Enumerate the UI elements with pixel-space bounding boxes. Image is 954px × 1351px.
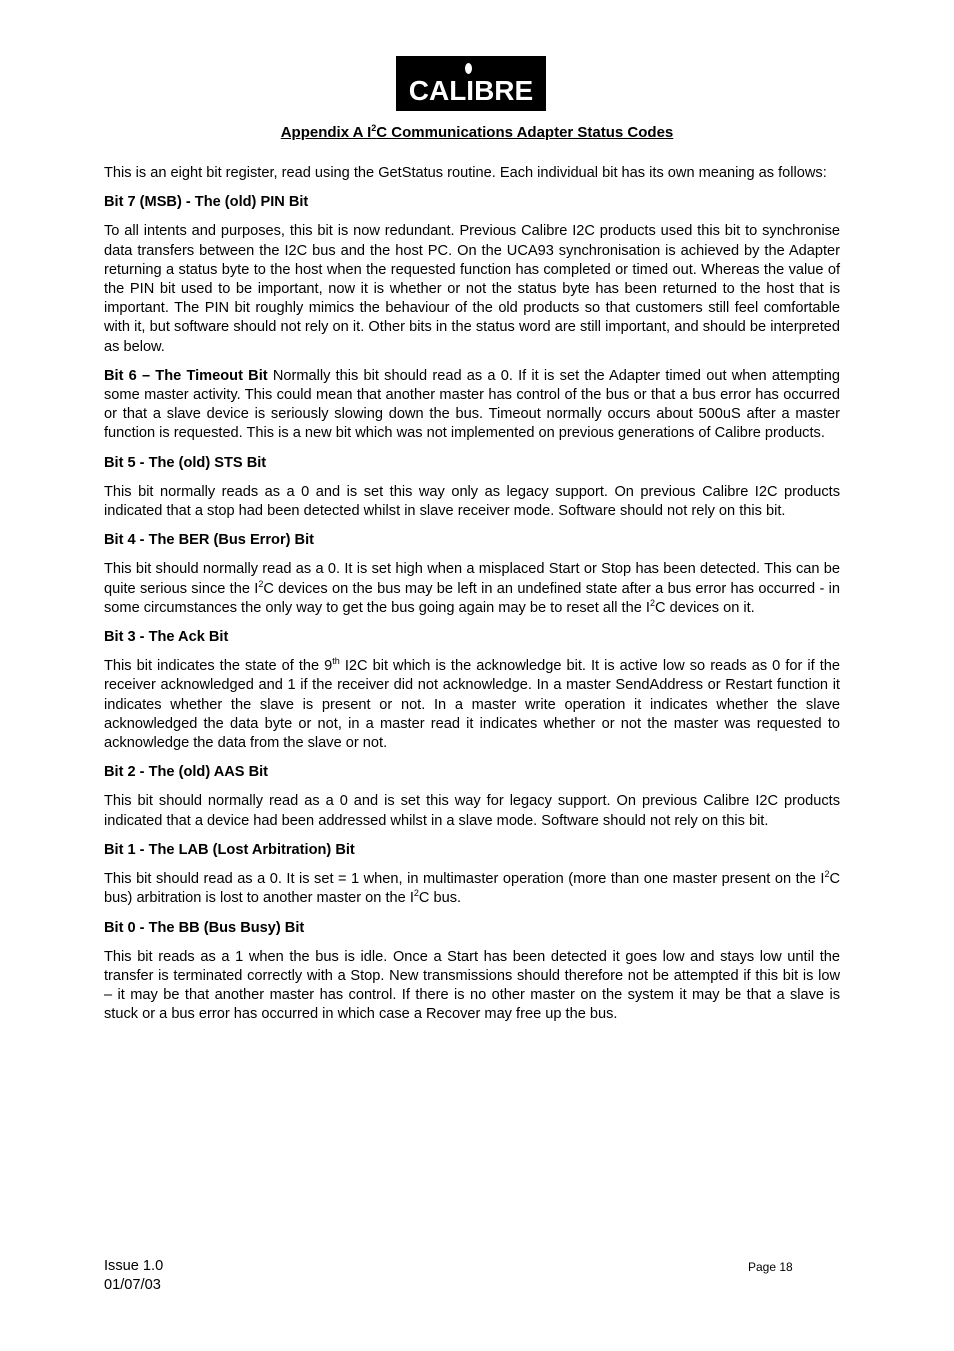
bit4-text-2: C devices on the bus may be left in an undefined state after a bus error has occurred - in some circumstances the only way to get the bus going again may be to reset all the I xyxy=(104,580,840,616)
bit1-sup-1: 2 xyxy=(824,869,830,880)
bit3-text-2: I2C bit which is the acknowledge bit. It is active low so reads as 0 for if the receiver acknowledged and 1 if the receiver did not acknowledge. In a master SendAddress or Restart function it indicates whether the slave is present or not. In a master write operation it indicates whether the slave acknowledged the data byte or not, in a master read it indicates whether or not the master was requested to acknowledge the data from the slave or not. xyxy=(104,658,840,752)
bit4-text-1: This bit should normally read as a 0. It is set high when a misplaced Start or Stop has been detected. This can be quite serious since the I xyxy=(104,561,840,597)
bit5-paragraph: This bit normally reads as a 0 and is set this way only as legacy support. On previous Calibre I2C products indicated that a stop had been detected whilst in slave receiver mode. Software should not rely on this bit. xyxy=(104,483,840,520)
intro-paragraph: This is an eight bit register, read using the GetStatus routine. Each individual bit has its own meaning as follows: xyxy=(104,165,827,181)
bit4-text-3: C devices on it. xyxy=(654,599,755,616)
bit7-paragraph: To all intents and purposes, this bit is now redundant. Previous Calibre I2C products used this bit to synchronise data transfers between the I2C bus and the host PC. On the UCA93 synchronisation is achieved by the Adapter returning a status byte to the host when the requested function has completed or timed out. Whereas the value of the PIN bit used to be important, now it is whether or not the status byte has been returned to the host that is important. The PIN bit roughly mimics the behaviour of the old products so that customers still feel comfortable with it, but software should not rely on it. Other bits in the status word are still important, and should be interpreted as below. xyxy=(104,223,840,355)
footer-issue: Issue 1.0 xyxy=(104,1258,164,1274)
logo-text: CALIBRE xyxy=(408,75,534,106)
logo-dot-icon xyxy=(465,63,472,74)
bit5-heading: Bit 5 - The (old) STS Bit xyxy=(104,454,267,471)
footer-issue-block xyxy=(104,1257,163,1295)
document-body xyxy=(104,164,840,1035)
bit4-paragraph xyxy=(104,560,840,618)
bit4-sup-1: 2 xyxy=(258,578,264,589)
bit1-paragraph xyxy=(104,870,840,908)
footer-date: 01/07/03 xyxy=(104,1277,161,1293)
page-title xyxy=(0,124,954,141)
bit0-heading: Bit 0 - The BB (Bus Busy) Bit xyxy=(104,919,305,936)
bit1-heading: Bit 1 - The LAB (Lost Arbitration) Bit xyxy=(104,841,355,858)
title-sup: 2 xyxy=(371,123,377,133)
title-pre: Appendix A I xyxy=(280,124,372,141)
bit2-heading: Bit 2 - The (old) AAS Bit xyxy=(104,764,269,781)
bit3-sup-1: th xyxy=(332,656,340,667)
bit3-heading: Bit 3 - The Ack Bit xyxy=(104,629,229,646)
bit1-sup-2: 2 xyxy=(413,888,419,899)
bit7-heading: Bit 7 (MSB) - The (old) PIN Bit xyxy=(104,194,309,211)
bit3-text-1: This bit indicates the state of the 9 xyxy=(104,658,333,675)
bit1-text-2: C bus) arbitration is lost to another master on the I xyxy=(104,871,840,907)
bit6-body: Normally this bit should read as a 0. If it is set the Adapter timed out when attempting some master activity. This could mean that another master has control of the bus or that a bus error has occurred or that a slave device is seriously slowing down the bus. Timeout normally occurs about 500uS after a master function is requested. This is a new bit which was not implemented on previous generations of Calibre products. xyxy=(104,367,840,442)
logo-underline xyxy=(396,108,546,111)
bit4-sup-2: 2 xyxy=(649,598,655,608)
bit1-text-3: C bus. xyxy=(418,890,462,907)
bit4-heading: Bit 4 - The BER (Bus Error) Bit xyxy=(104,532,314,549)
title-post: C Communications Adapter Status Codes xyxy=(376,124,674,141)
bit0-paragraph: This bit reads as a 1 when the bus is idle. Once a Start has been detected it goes low and stays low until the transfer is terminated correctly with a Stop. New transmissions should therefore not be attempted if this bit is low – it may be that another master has control. If there is no other master on the system it may be that a slave is stuck or a bus error has occurred in which case a Recover may free up the bus. xyxy=(104,948,840,1023)
bit2-paragraph: This bit should normally read as a 0 and is set this way for legacy support. On previous Calibre I2C products indicated that a device had been addressed whilst in a slave mode. Software should not rely on this bit. xyxy=(104,793,840,829)
bit6-paragraph xyxy=(104,367,840,444)
footer-page-number: Page 18 xyxy=(748,1260,793,1274)
bit1-text-1: This bit should read as a 0. It is set = 1 when, in multimaster operation (more than one master present on the I xyxy=(104,871,825,888)
bit3-paragraph xyxy=(104,657,840,753)
bit6-heading: Bit 6 – The Timeout Bit xyxy=(104,367,268,384)
